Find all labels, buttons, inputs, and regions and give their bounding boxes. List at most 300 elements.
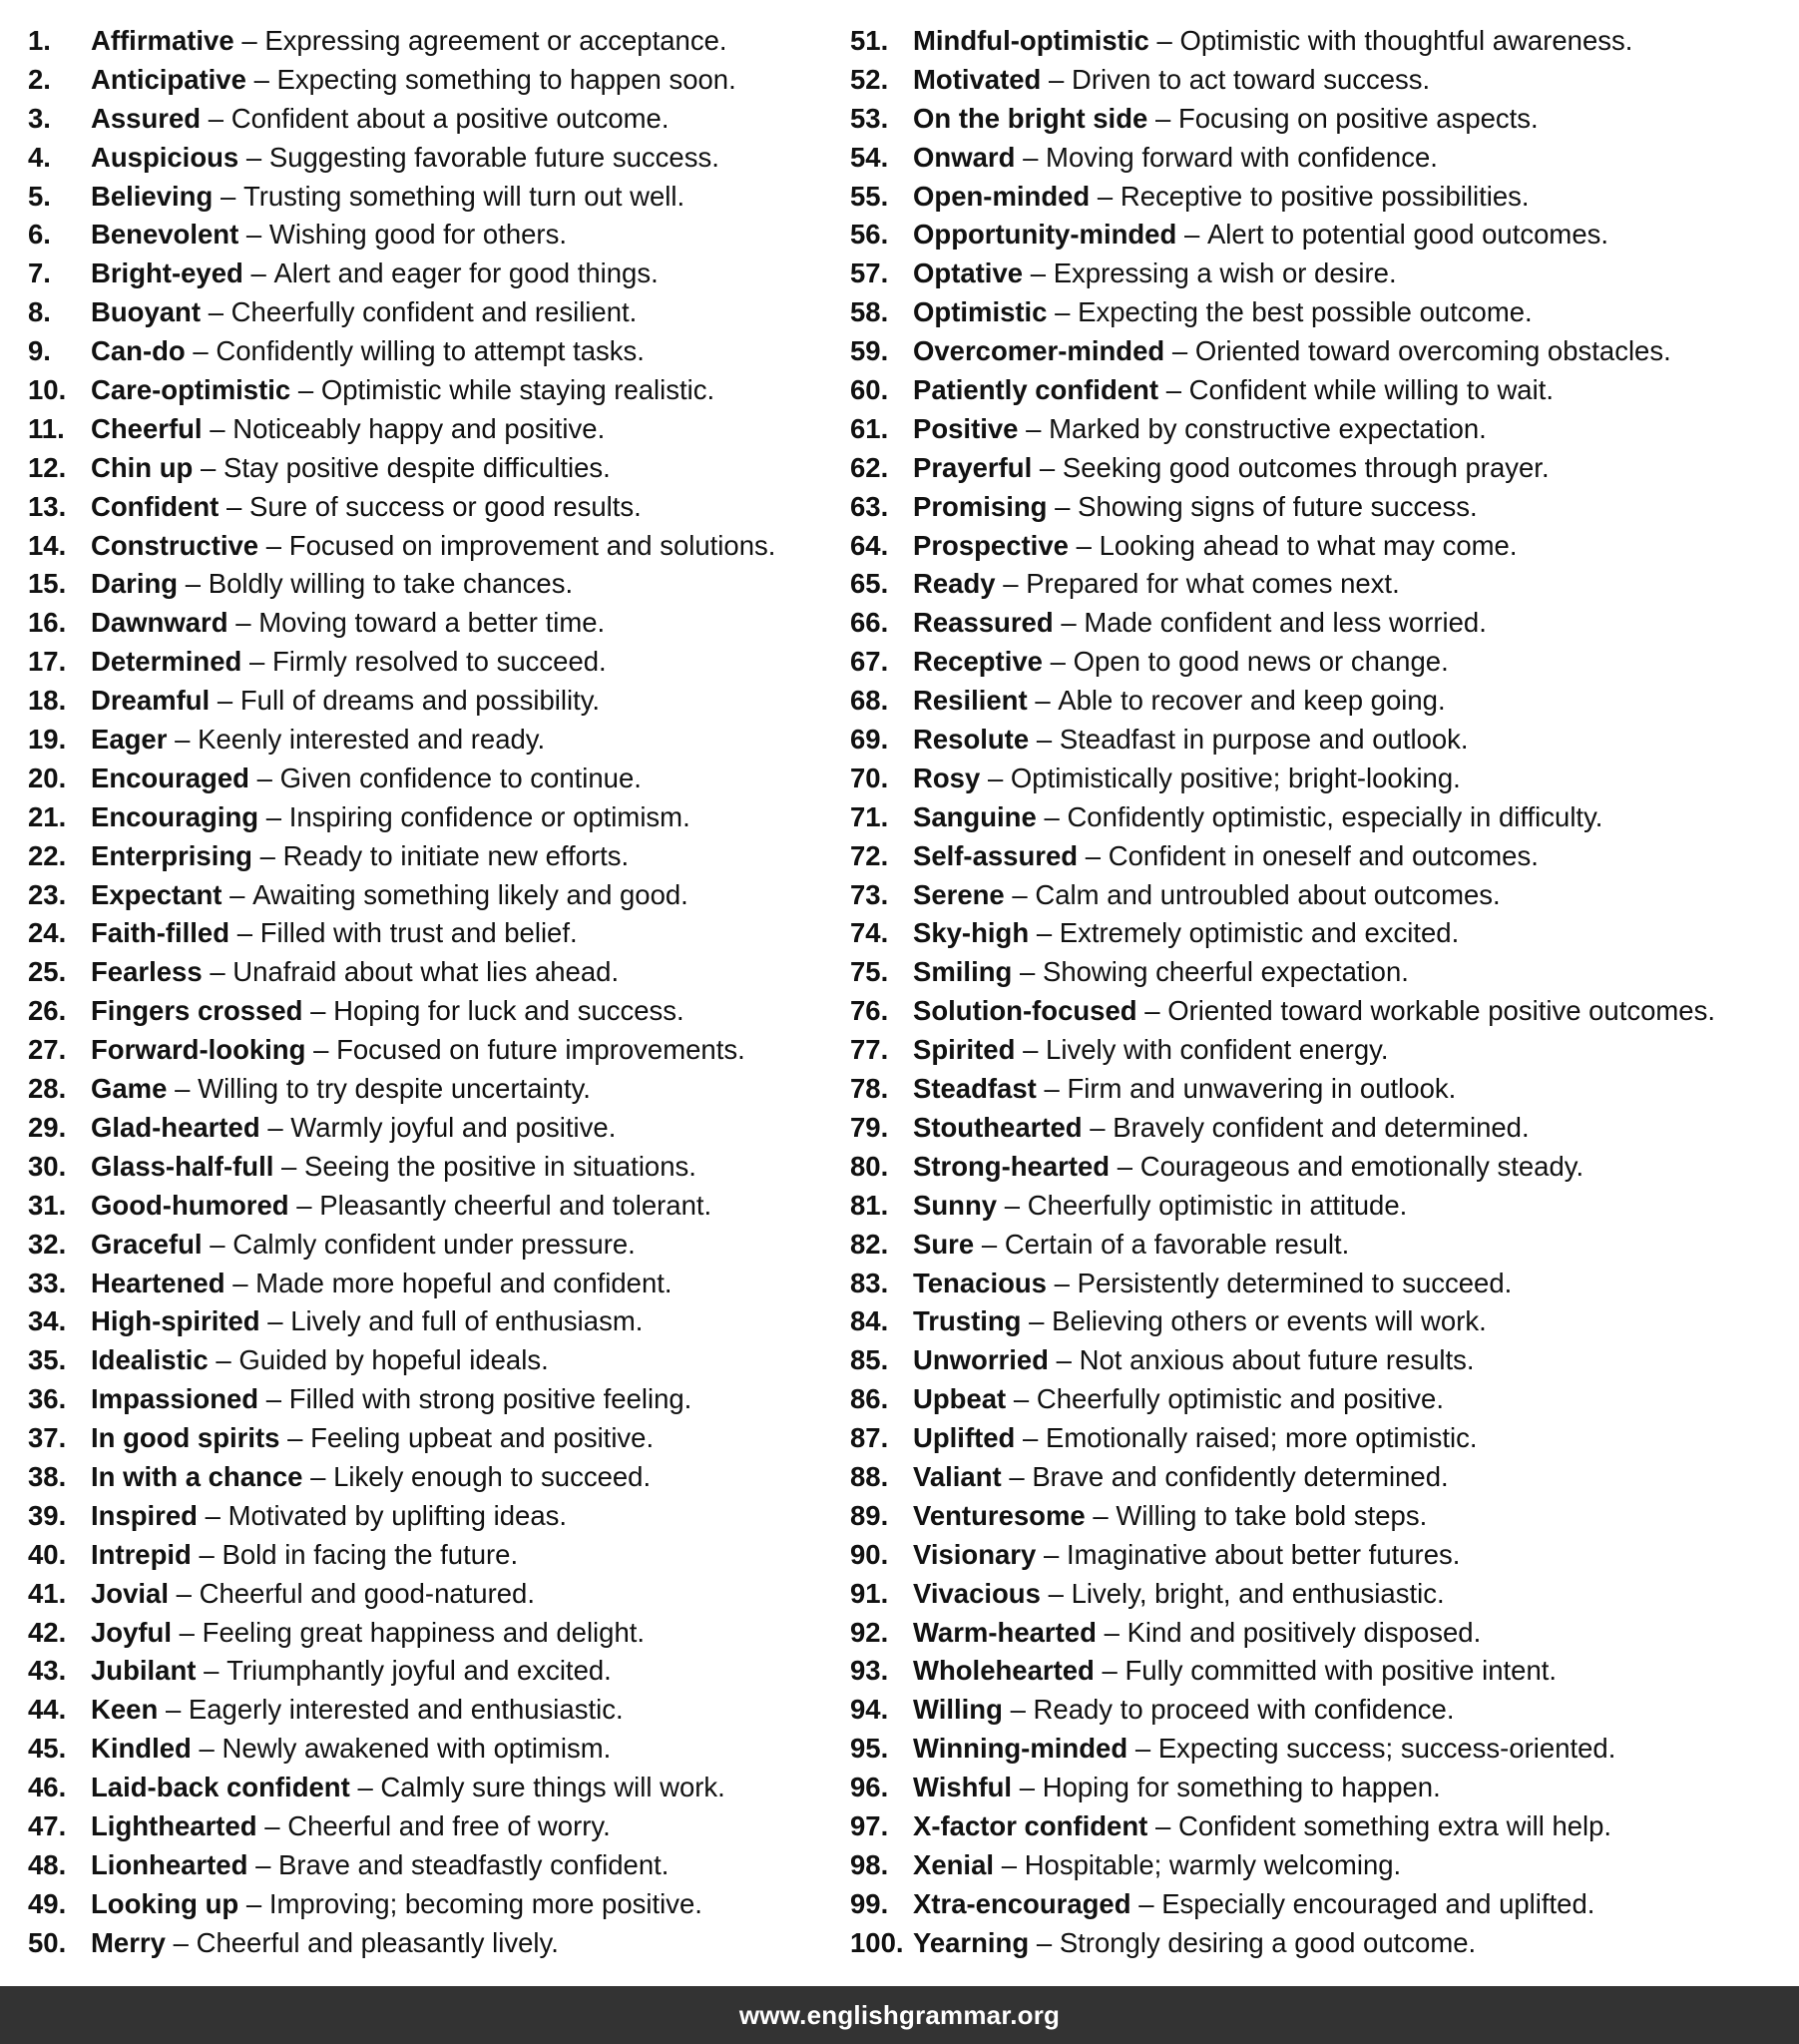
list-item (850, 449, 1788, 488)
list-item (28, 1226, 826, 1265)
item-term: Prayerful (913, 451, 1033, 483)
list-item (28, 1148, 826, 1187)
item-separator: – (1029, 1305, 1045, 1337)
item-definition: Brave and steadfastly confident. (278, 1848, 670, 1880)
item-number: 86. (850, 1383, 889, 1415)
item-definition: Moving forward with confidence. (1046, 141, 1438, 173)
item-number: 71. (850, 800, 889, 832)
item-term: Winning-minded (913, 1733, 1128, 1765)
list-item (28, 1187, 826, 1226)
item-number: 22. (28, 839, 67, 871)
item-separator: – (1055, 490, 1071, 522)
item-text (913, 449, 1550, 488)
item-term: Chin up (91, 451, 194, 483)
item-term: X-factor confident (913, 1809, 1148, 1841)
item-number: 17. (28, 646, 67, 678)
list-item (28, 565, 826, 604)
item-text (913, 371, 1554, 410)
list-item (28, 1575, 826, 1614)
item-term: Fearless (91, 956, 203, 988)
item-definition: Looking ahead to what may come. (1099, 529, 1518, 561)
item-definition: Newly awakened with optimism. (222, 1733, 612, 1765)
item-separator: – (987, 762, 1004, 793)
list-item (850, 1458, 1788, 1497)
item-text (91, 449, 611, 488)
item-definition: Optimistically positive; bright-looking. (1010, 762, 1461, 793)
item-term: Promising (913, 490, 1048, 522)
item-text (91, 1302, 643, 1341)
item-definition: Awaiting something likely and good. (252, 878, 688, 910)
item-text (913, 1226, 1349, 1265)
item-term: Good-humored (91, 1189, 289, 1221)
item-separator: – (1020, 956, 1036, 988)
item-separator: – (216, 1344, 231, 1376)
list-item (850, 216, 1788, 255)
item-separator: – (1010, 1694, 1026, 1726)
list-item (28, 216, 826, 255)
item-definition: Filled with trust and belief. (259, 917, 578, 949)
item-separator: – (232, 1267, 248, 1298)
item-number: 14. (28, 529, 67, 561)
item-term: Bright-eyed (91, 257, 243, 289)
list-item (850, 1691, 1788, 1730)
item-separator: – (193, 335, 209, 367)
item-text (91, 1031, 745, 1070)
item-separator: – (1026, 412, 1042, 444)
item-term: Game (91, 1073, 168, 1105)
item-term: In with a chance (91, 1460, 303, 1492)
item-separator: – (1183, 219, 1200, 251)
item-separator: – (310, 995, 326, 1027)
item-number: 20. (28, 762, 67, 793)
item-separator: – (179, 1616, 195, 1648)
item-separator: – (1144, 995, 1160, 1027)
list-item (850, 1226, 1788, 1265)
item-text (91, 1846, 669, 1885)
item-separator: – (265, 529, 282, 561)
item-separator: – (1056, 1344, 1072, 1376)
list-item (850, 992, 1788, 1031)
footer-bar (0, 1986, 1799, 2044)
item-separator: – (245, 1887, 262, 1919)
item-number: 38. (28, 1460, 67, 1492)
item-definition: Firm and unwavering in outlook. (1067, 1073, 1457, 1105)
item-term: Auspicious (91, 141, 239, 173)
item-definition: Calm and untroubled about outcomes. (1035, 878, 1501, 910)
item-definition: Triumphantly joyful and excited. (226, 1655, 612, 1687)
item-number: 46. (28, 1772, 67, 1803)
item-term: Assured (91, 102, 202, 134)
item-text (913, 100, 1539, 139)
item-text (91, 1652, 612, 1691)
item-text (913, 61, 1430, 100)
item-separator: – (201, 451, 217, 483)
item-definition: Ready to proceed with confidence. (1033, 1694, 1455, 1726)
list-item (850, 1730, 1788, 1769)
item-separator: – (297, 374, 314, 406)
item-separator: – (250, 257, 266, 289)
item-separator: – (256, 762, 272, 793)
item-number: 75. (850, 956, 889, 988)
item-separator: – (199, 1538, 215, 1570)
item-definition: Optimistic while staying realistic. (320, 374, 715, 406)
item-number: 28. (28, 1073, 67, 1105)
item-separator: – (1165, 374, 1181, 406)
item-term: Lighthearted (91, 1809, 257, 1841)
item-text (91, 293, 637, 332)
item-term: Looking up (91, 1887, 239, 1919)
item-separator: – (1036, 917, 1053, 949)
item-text (91, 1730, 611, 1769)
list-item (28, 1265, 826, 1303)
item-text (913, 1031, 1388, 1070)
item-term: Constructive (91, 529, 259, 561)
item-definition: Willing to take bold steps. (1116, 1499, 1428, 1531)
item-number: 29. (28, 1111, 67, 1143)
item-separator: – (1009, 1460, 1025, 1492)
item-definition: Bravely confident and determined. (1113, 1111, 1530, 1143)
item-definition: Brave and confidently determined. (1032, 1460, 1449, 1492)
list-item (28, 527, 826, 566)
item-term: Resilient (913, 685, 1028, 717)
item-definition: Bold in facing the future. (222, 1538, 519, 1570)
item-term: Daring (91, 568, 179, 600)
item-definition: Guided by hopeful ideals. (238, 1344, 549, 1376)
item-text (91, 178, 684, 217)
item-number: 12. (28, 451, 67, 483)
item-term: Rosy (913, 762, 981, 793)
item-separator: – (1156, 25, 1172, 56)
item-text (913, 643, 1449, 682)
item-number: 43. (28, 1655, 67, 1687)
item-term: Yearning (913, 1926, 1030, 1958)
item-separator: – (245, 219, 262, 251)
item-text (91, 1070, 591, 1109)
item-number: 80. (850, 1150, 889, 1182)
item-number: 27. (28, 1034, 67, 1066)
item-separator: – (1076, 529, 1092, 561)
item-separator: – (1044, 1538, 1060, 1570)
item-number: 78. (850, 1073, 889, 1105)
item-term: Sky-high (913, 917, 1030, 949)
item-number: 88. (850, 1460, 889, 1492)
item-definition: Unafraid about what lies ahead. (232, 956, 620, 988)
list-item (850, 1924, 1788, 1963)
item-definition: Focused on future improvements. (336, 1034, 745, 1066)
item-separator: – (175, 1073, 191, 1105)
list-item (28, 410, 826, 449)
item-number: 55. (850, 180, 889, 212)
item-term: Optative (913, 257, 1024, 289)
item-term: Wholehearted (913, 1655, 1095, 1687)
item-term: Serene (913, 878, 1005, 910)
item-text (91, 1341, 549, 1380)
item-text (91, 488, 642, 527)
item-separator: – (1023, 1034, 1039, 1066)
item-term: Solution-focused (913, 995, 1137, 1027)
list-item (28, 876, 826, 915)
item-definition: Wishing good for others. (268, 219, 567, 251)
item-term: Lionhearted (91, 1848, 248, 1880)
list-item (28, 953, 826, 992)
item-definition: Eagerly interested and enthusiastic. (188, 1694, 624, 1726)
item-text (91, 1109, 616, 1148)
item-term: Strong-hearted (913, 1150, 1111, 1182)
list-item (850, 61, 1788, 100)
item-term: Receptive (913, 646, 1043, 678)
item-text (91, 527, 775, 566)
item-definition: Showing signs of future success. (1078, 490, 1478, 522)
list-item (850, 682, 1788, 721)
item-separator: – (165, 1694, 182, 1726)
item-separator: – (1154, 102, 1171, 134)
item-separator: – (1090, 1111, 1106, 1143)
item-term: Glass-half-full (91, 1150, 274, 1182)
item-text (91, 798, 690, 837)
item-definition: Confidently willing to attempt tasks. (216, 335, 645, 367)
item-text (91, 1614, 645, 1653)
item-number: 34. (28, 1305, 67, 1337)
item-term: Onward (913, 141, 1016, 173)
item-text (91, 1924, 559, 1963)
item-term: Warm-hearted (913, 1616, 1097, 1648)
item-definition: Trusting something will turn out well. (242, 180, 685, 212)
item-separator: – (241, 25, 257, 56)
item-term: Intrepid (91, 1538, 192, 1570)
item-term: Self-assured (913, 839, 1079, 871)
item-definition: Cheerfully optimistic and positive. (1036, 1383, 1444, 1415)
list-item (28, 1846, 826, 1885)
item-term: Encouraging (91, 800, 259, 832)
item-number: 56. (850, 219, 889, 251)
item-term: Determined (91, 646, 242, 678)
list-item (850, 1575, 1788, 1614)
item-number: 31. (28, 1189, 67, 1221)
item-text (913, 798, 1602, 837)
item-definition: Filled with strong positive feeling. (288, 1383, 692, 1415)
item-definition: Made confident and less worried. (1084, 607, 1487, 639)
item-definition: Emotionally raised; more optimistic. (1046, 1422, 1478, 1454)
item-number: 49. (28, 1887, 67, 1919)
item-term: Anticipative (91, 63, 246, 95)
item-definition: Cheerful and good-natured. (199, 1577, 535, 1609)
item-term: Graceful (91, 1228, 203, 1260)
item-definition: Firmly resolved to succeed. (271, 646, 607, 678)
item-text (91, 371, 714, 410)
item-text (913, 1265, 1512, 1303)
item-term: Heartened (91, 1267, 225, 1298)
list-item (850, 255, 1788, 293)
item-text (91, 914, 578, 953)
list-item (28, 100, 826, 139)
item-number: 30. (28, 1150, 67, 1182)
list-item (850, 1497, 1788, 1536)
item-number: 54. (850, 141, 889, 173)
item-term: Keen (91, 1694, 159, 1726)
list-item (28, 1807, 826, 1846)
item-term: On the bright side (913, 102, 1148, 134)
item-number: 84. (850, 1305, 889, 1337)
list-item (28, 992, 826, 1031)
list-item (850, 410, 1788, 449)
item-definition: Ready to initiate new efforts. (282, 839, 630, 871)
item-text (91, 255, 659, 293)
item-text (913, 1341, 1475, 1380)
item-separator: – (1035, 685, 1051, 717)
item-term: Buoyant (91, 296, 201, 328)
item-term: Unworried (913, 1344, 1049, 1376)
item-separator: – (1050, 646, 1066, 678)
list-item (28, 1691, 826, 1730)
item-number: 69. (850, 724, 889, 756)
list-item (850, 1846, 1788, 1885)
item-number: 68. (850, 685, 889, 717)
item-separator: – (313, 1034, 329, 1066)
item-separator: – (287, 1422, 303, 1454)
item-term: Eager (91, 724, 168, 756)
item-term: Dreamful (91, 685, 211, 717)
item-number: 82. (850, 1228, 889, 1260)
item-separator: – (253, 63, 269, 95)
item-number: 3. (28, 102, 51, 134)
item-term: Inspired (91, 1499, 198, 1531)
item-text (91, 1226, 636, 1265)
item-number: 96. (850, 1772, 889, 1803)
item-definition: Confident while willing to wait. (1188, 374, 1554, 406)
item-definition: Especially encouraged and uplifted. (1161, 1887, 1595, 1919)
item-number: 64. (850, 529, 889, 561)
item-text (91, 604, 605, 643)
item-number: 58. (850, 296, 889, 328)
item-definition: Given confidence to continue. (279, 762, 642, 793)
item-text (913, 332, 1671, 371)
item-definition: Lively, bright, and enthusiastic. (1071, 1577, 1445, 1609)
item-number: 50. (28, 1926, 67, 1958)
item-number: 15. (28, 568, 67, 600)
item-separator: – (248, 646, 265, 678)
list-item (850, 837, 1788, 876)
list-item (850, 1187, 1788, 1226)
item-number: 51. (850, 25, 889, 56)
item-text (91, 1885, 702, 1924)
item-text (91, 682, 600, 721)
item-number: 73. (850, 878, 889, 910)
item-number: 92. (850, 1616, 889, 1648)
item-definition: Not anxious about future results. (1079, 1344, 1475, 1376)
list-item (850, 100, 1788, 139)
item-separator: – (1138, 1887, 1154, 1919)
item-term: Glad-hearted (91, 1111, 260, 1143)
item-separator: – (1044, 800, 1060, 832)
item-separator: – (1036, 1926, 1053, 1958)
item-separator: – (210, 956, 225, 988)
list-item (28, 604, 826, 643)
item-number: 10. (28, 374, 67, 406)
right-column-list (850, 22, 1788, 1963)
list-item (850, 953, 1788, 992)
item-text (91, 1380, 691, 1419)
list-item (28, 22, 826, 61)
list-item (28, 255, 826, 293)
list-item (28, 798, 826, 837)
list-item (28, 61, 826, 100)
list-item (850, 527, 1788, 566)
item-text (913, 293, 1533, 332)
item-number: 11. (28, 412, 65, 444)
item-text (913, 914, 1459, 953)
footer-website-link[interactable]: www.englishgrammar.org (738, 1999, 1061, 2030)
list-item (850, 914, 1788, 953)
item-number: 45. (28, 1733, 67, 1765)
item-text (91, 22, 727, 61)
item-separator: – (1117, 1150, 1133, 1182)
item-number: 24. (28, 917, 67, 949)
item-definition: Noticeably happy and positive. (232, 412, 606, 444)
list-item (28, 1769, 826, 1807)
item-definition: Expressing a wish or desire. (1053, 257, 1397, 289)
item-definition: Marked by constructive expectation. (1049, 412, 1487, 444)
item-term: Benevolent (91, 219, 239, 251)
list-item (850, 1070, 1788, 1109)
item-text (913, 953, 1409, 992)
item-number: 94. (850, 1694, 889, 1726)
item-text (913, 992, 1715, 1031)
item-separator: – (1054, 1267, 1070, 1298)
item-number: 41. (28, 1577, 67, 1609)
item-definition: Expecting something to happen soon. (276, 63, 736, 95)
item-definition: Cheerfully optimistic in attitude. (1027, 1189, 1408, 1221)
item-separator: – (1036, 724, 1053, 756)
item-definition: Pleasantly cheerful and tolerant. (319, 1189, 712, 1221)
item-separator: – (1012, 878, 1028, 910)
list-item (850, 565, 1788, 604)
item-definition: Cheerful and pleasantly lively. (196, 1926, 559, 1958)
item-number: 93. (850, 1655, 889, 1687)
item-separator: – (210, 412, 225, 444)
item-term: Motivated (913, 63, 1042, 95)
list-item (850, 1031, 1788, 1070)
item-term: Ready (913, 568, 996, 600)
item-definition: Inspiring confidence or optimism. (288, 800, 690, 832)
item-separator: – (264, 1809, 280, 1841)
list-item (850, 643, 1788, 682)
item-term: Spirited (913, 1034, 1016, 1066)
item-text (91, 953, 619, 992)
item-term: Faith-filled (91, 917, 230, 949)
item-separator: – (229, 878, 245, 910)
item-term: Laid-back confident (91, 1772, 350, 1803)
item-separator: – (981, 1228, 998, 1260)
list-item (28, 760, 826, 798)
item-definition: Expressing agreement or acceptance. (264, 25, 727, 56)
item-number: 89. (850, 1499, 889, 1531)
list-item (850, 1652, 1788, 1691)
item-term: Believing (91, 180, 214, 212)
list-item (850, 22, 1788, 61)
item-term: Venturesome (913, 1499, 1086, 1531)
item-separator: – (208, 296, 224, 328)
item-term: Reassured (913, 607, 1054, 639)
item-text (913, 139, 1438, 178)
list-item (850, 604, 1788, 643)
item-separator: – (217, 685, 233, 717)
item-text (91, 216, 567, 255)
list-item (28, 1652, 826, 1691)
list-item (850, 1614, 1788, 1653)
list-item (28, 139, 826, 178)
item-number: 33. (28, 1267, 67, 1298)
item-text (913, 1497, 1427, 1536)
